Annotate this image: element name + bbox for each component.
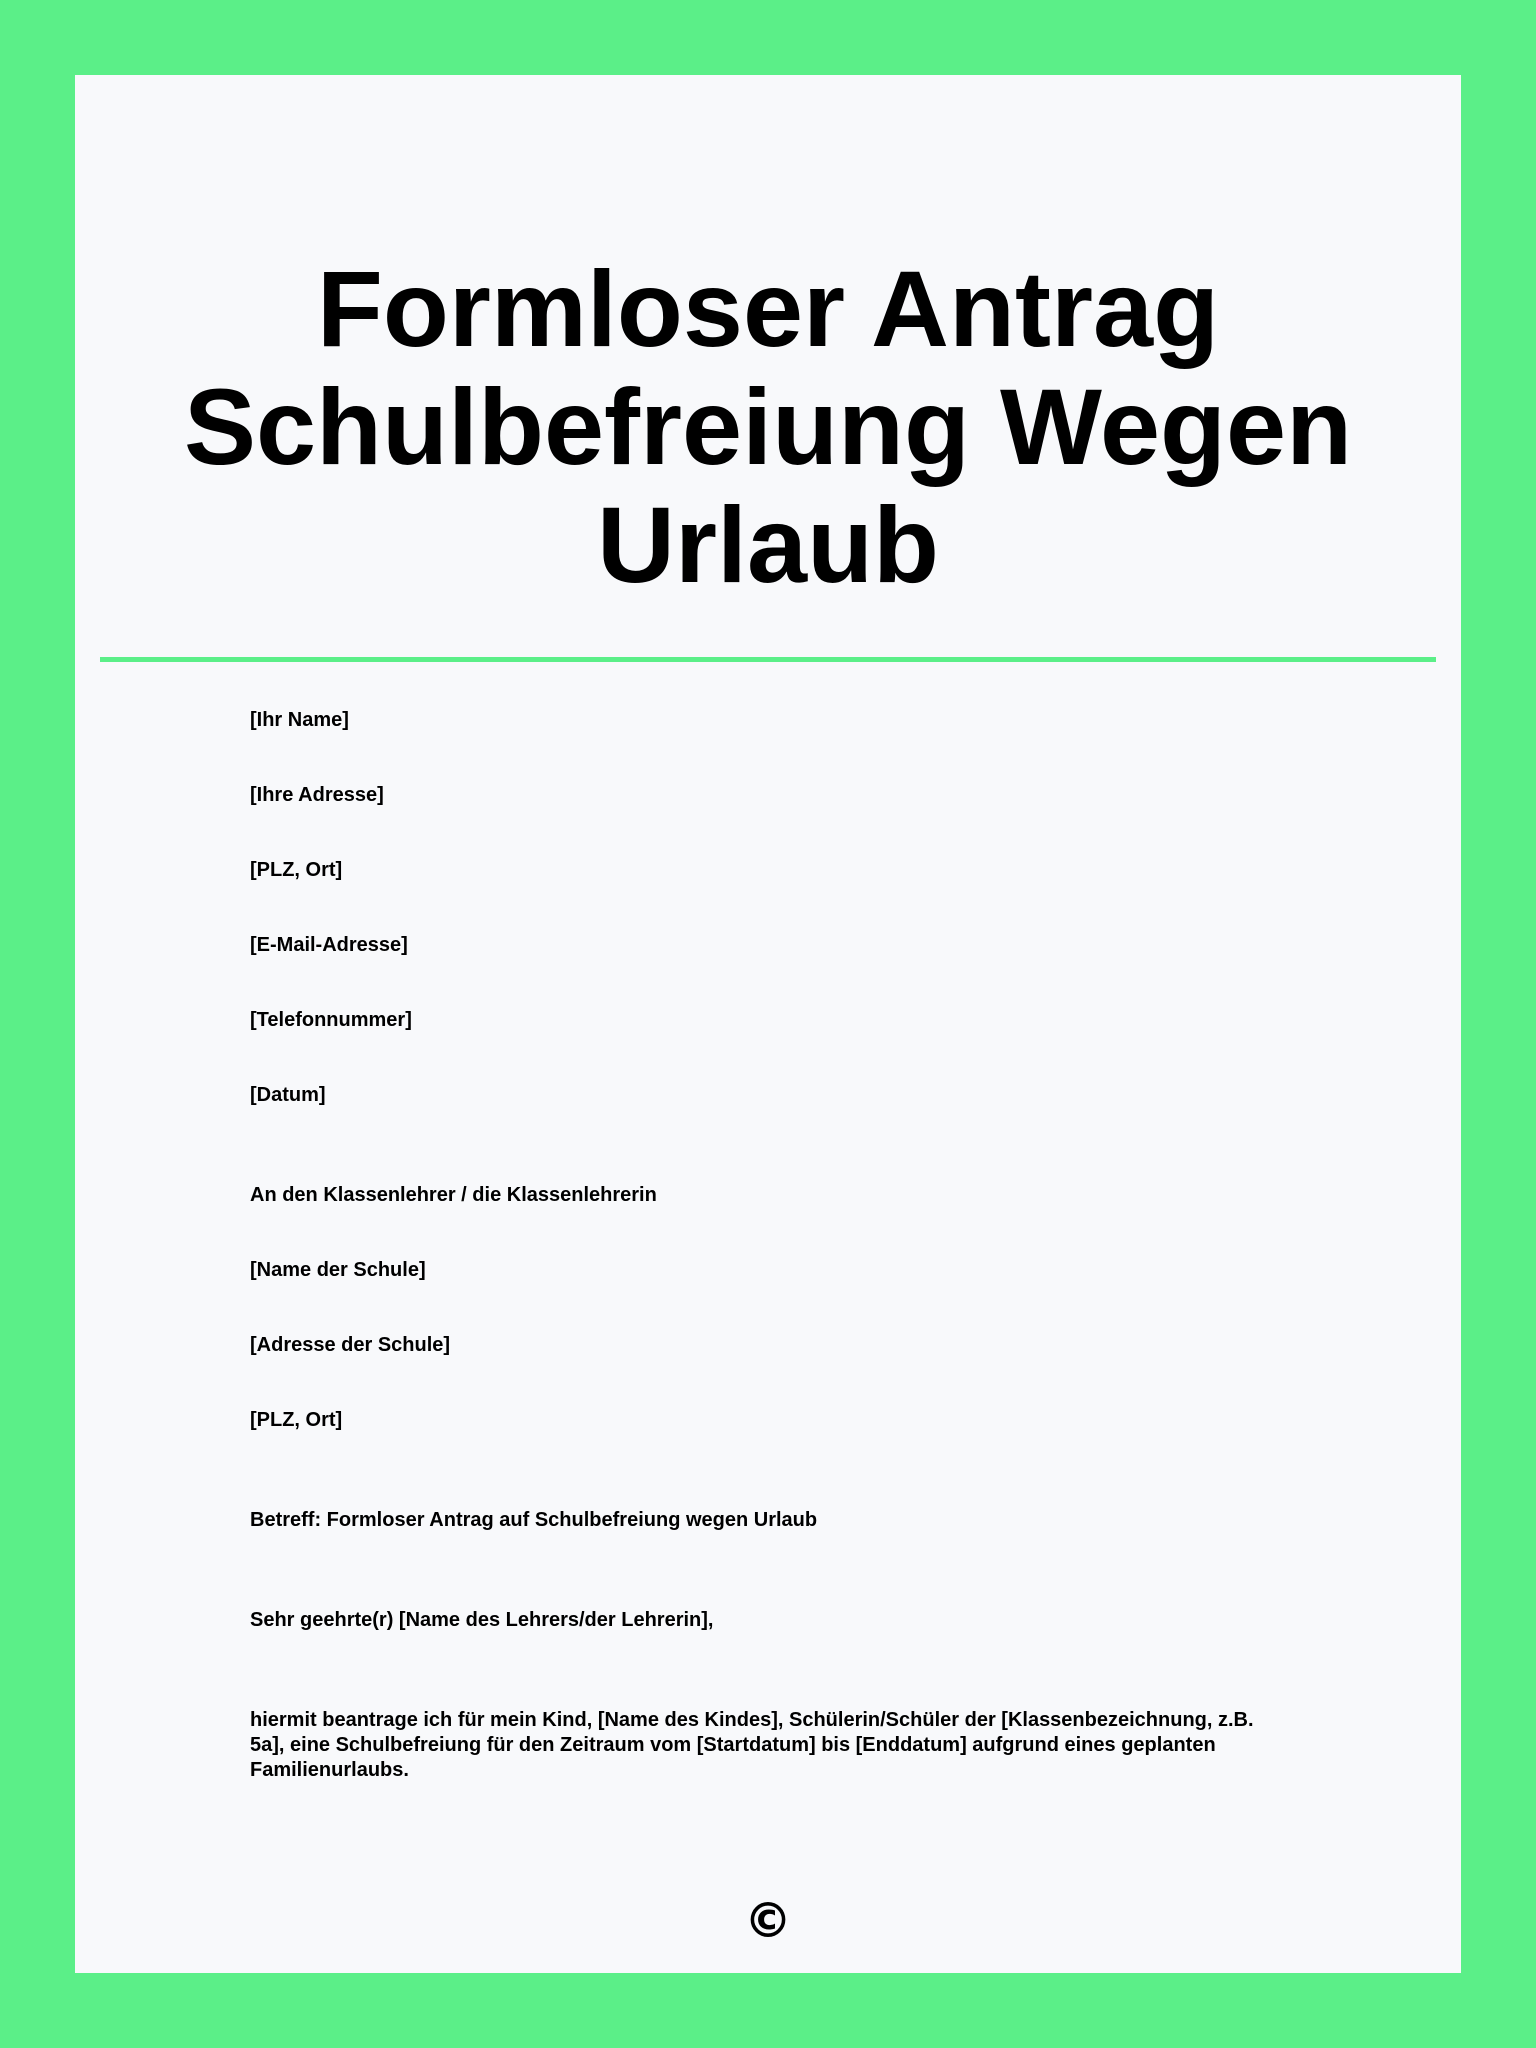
document-page bbox=[75, 75, 1461, 1973]
title-line-2: Schulbefreiung Wegen bbox=[183, 366, 1353, 487]
letter-body: hiermit beantrage ich für mein Kind, [Name des Kindes], Schülerin/Schüler der [Klassenbezeichnung, z.B. 5a], eine Schulbefreiung für den Zeitraum vom [Startdatum] bis [Enddatum] aufgrund eines geplanten Familienurlaubs. bbox=[250, 1709, 1254, 1781]
copyright-icon: © bbox=[744, 1893, 792, 1949]
recipient-school: [Name der Schule] bbox=[250, 1259, 426, 1281]
recipient-city: [PLZ, Ort] bbox=[250, 1409, 343, 1431]
recipient-address: [Adresse der Schule] bbox=[250, 1334, 451, 1356]
sender-phone: [Telefonnummer] bbox=[250, 1009, 412, 1031]
sender-email: [E-Mail-Adresse] bbox=[250, 934, 408, 956]
sender-name: [Ihr Name] bbox=[250, 709, 349, 731]
document-title bbox=[75, 250, 1461, 604]
letter-subject: Betreff: Formloser Antrag auf Schulbefreiung wegen Urlaub bbox=[250, 1509, 818, 1531]
sender-address: [Ihre Adresse] bbox=[250, 784, 384, 806]
title-divider bbox=[100, 657, 1436, 662]
title-line-3: Urlaub bbox=[596, 484, 940, 605]
letter-date: [Datum] bbox=[250, 1084, 326, 1106]
sender-city: [PLZ, Ort] bbox=[250, 859, 343, 881]
title-line-1: Formloser Antrag bbox=[316, 248, 1220, 369]
letter-salutation: Sehr geehrte(r) [Name des Lehrers/der Lehrerin], bbox=[250, 1609, 714, 1631]
recipient-role: An den Klassenlehrer / die Klassenlehrerin bbox=[250, 1184, 657, 1206]
